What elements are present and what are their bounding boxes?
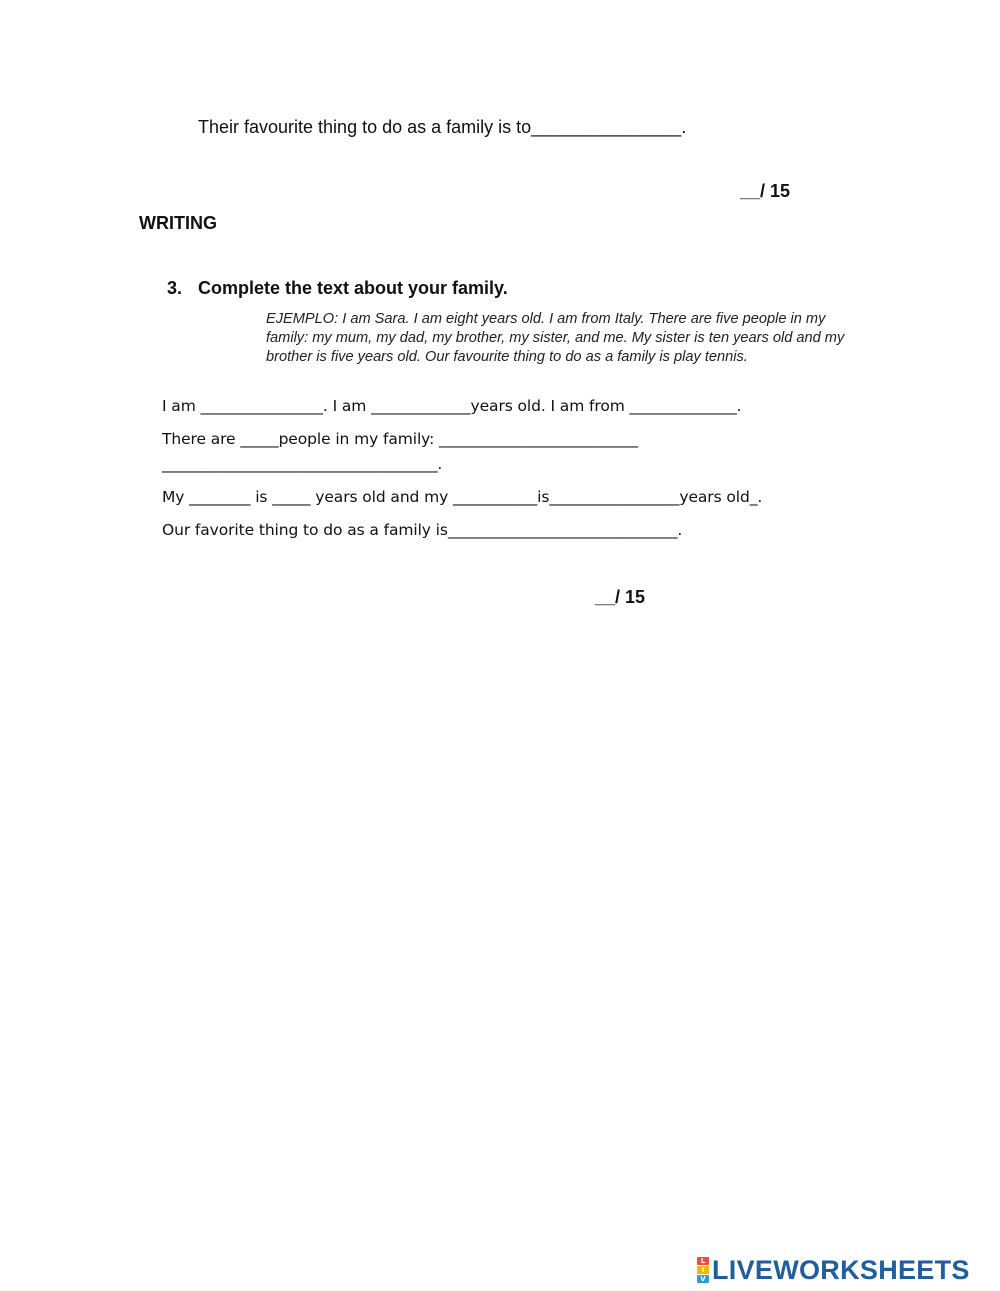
brand-name: LIVEWORKSHEETS (712, 1254, 970, 1285)
liveworksheets-logo (697, 1254, 970, 1286)
answer-line-siblings-ages[interactable]: My ________ is _____ years old and my ___________is_________________years old_. (162, 488, 763, 506)
badge-letter-i: I (697, 1266, 709, 1274)
section-title-writing: WRITING (139, 213, 217, 233)
answer-line-family-size[interactable]: There are _____people in my family: __________________________ (162, 430, 638, 448)
score-writing: __/ 15 (595, 587, 646, 607)
answer-line-favorite-activity[interactable]: Our favorite thing to do as a family is______________________________. (162, 521, 683, 539)
question-number: 3. (167, 278, 183, 298)
answer-line-name-age-origin[interactable]: I am ________________. I am _____________years old. I am from ______________. (162, 397, 742, 415)
liveworksheets-badge-icon (697, 1257, 709, 1283)
answer-line-family-members[interactable]: ____________________________________. (162, 455, 443, 473)
badge-letter-l: L (697, 1257, 709, 1265)
example-paragraph: EJEMPLO: I am Sara. I am eight years old. I am from Italy. There are five people in my family: my mum, my dad, my brother, my sister, and me. My sister is ten years old and my brother is five years old. Our favourite thing to do as a family is play tennis. (266, 311, 845, 365)
reading-last-sentence: Their favourite thing to do as a family is to_______________. (198, 117, 687, 137)
score-reading: __/ 15 (740, 181, 791, 201)
question-prompt: Complete the text about your family. (198, 278, 508, 298)
badge-letter-v: V (697, 1275, 709, 1283)
